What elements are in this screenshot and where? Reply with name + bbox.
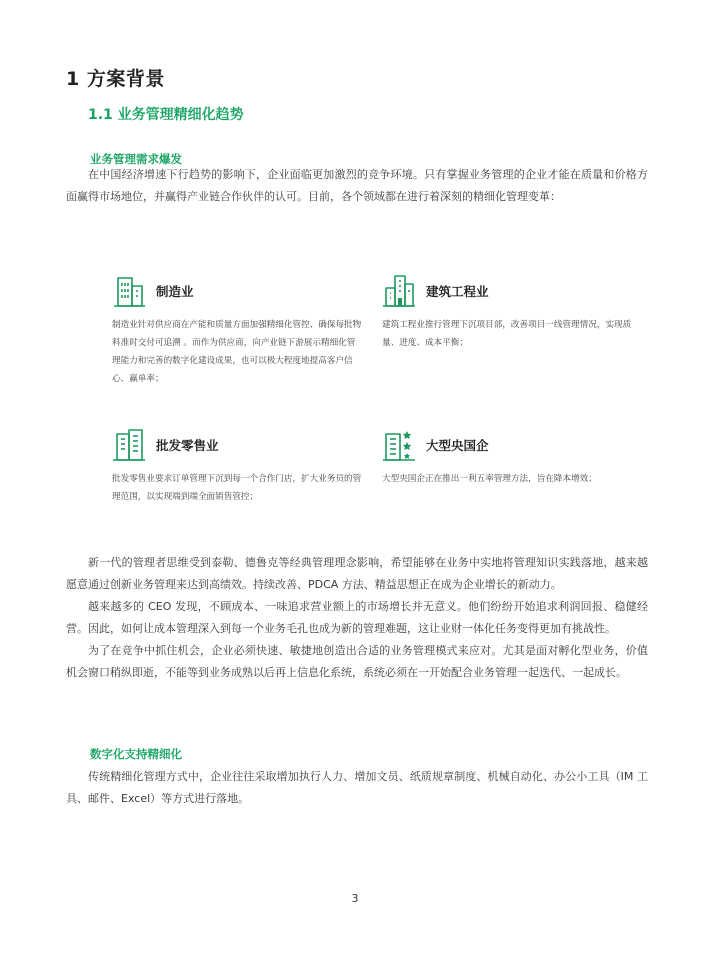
body-paragraph: 为了在竞争中抓住机会，企业必须快速、敏捷地创造出合适的业务管理模式来应对。尤其是面对孵化型业务，价值机会窗口稍纵即逝，不能等到业务成熟以后再上信息化系统，系统必须在一开始配合业务管理一起迭代、一起成长。 [66, 644, 648, 679]
industry-card-title: 建筑工程业 [426, 284, 489, 299]
industry-card-title: 制造业 [156, 284, 194, 299]
heading-level-2: 1.1 业务管理精细化趋势 [88, 107, 244, 123]
retail-store-icon [112, 426, 146, 462]
body-paragraph: 越来越多的 CEO 发现，不顾成本、一味追求营业额上的市场增长并无意义。他们纷纷开始追求利润回报、稳健经营。因此，如何让成本管理深入到每一个业务毛孔也成为新的管理难题，这让业财一体化任务变得更加有挑战性。 [66, 600, 648, 635]
heading-level-1: 1 方案背景 [66, 68, 165, 90]
industry-card-description: 批发零售业要求订单管理下沉到每一个合作门店，扩大业务员的管理范围，以实现端到端全面销售管控； [112, 474, 362, 502]
industry-card-description: 制造业针对供应商在产能和质量方面加强精细化管控、确保每批物料准时交付可追溯 。而作为供应商，向产业链下游展示精细化管理能力和完善的数字化建设成果，也可以极大程度地提高客户信心、赢单率； [112, 320, 362, 384]
body-paragraph: 新一代的管理者思维受到泰勒、德鲁克等经典管理理念影响，希望能够在业务中实地将管理知识实践落地，越来越愿意通过创新业务管理来达到高绩效。持续改善、PDCA 方法、精益思想正在成为企业增长的新动力。 [66, 556, 648, 591]
factory-building-icon [112, 272, 146, 308]
industry-card-title: 大型央国企 [426, 438, 489, 453]
industry-card-title: 批发零售业 [156, 438, 219, 453]
industry-card-description: 建筑工程业推行管理下沉项目部，改善项目一线管理情况，实现质量、进度、成本平衡； [382, 320, 632, 348]
state-enterprise-star-icon [382, 426, 416, 462]
construction-buildings-icon [382, 272, 416, 308]
industry-card-description: 大型央国企正在推出一利五率管理方法，旨在降本增效； [382, 474, 597, 484]
section-title-digital: 数字化支持精细化 [90, 747, 182, 761]
section-demand-paragraph: 在中国经济增速下行趋势的影响下，企业面临更加激烈的竞争环境。只有掌握业务管理的企业才能在质量和价格方面赢得市场地位，并赢得产业链合作伙伴的认可。目前，各个领域都在进行着深刻的精细化管理变革： [66, 168, 648, 203]
page-number: 3 [351, 892, 359, 905]
section-title-demand: 业务管理需求爆发 [90, 152, 182, 166]
section-digital-paragraph: 传统精细化管理方式中，企业往往采取增加执行人力、增加文员、纸质规章制度、机械自动化、办公小工具（IM 工具、邮件、Excel）等方式进行落地。 [66, 770, 648, 805]
